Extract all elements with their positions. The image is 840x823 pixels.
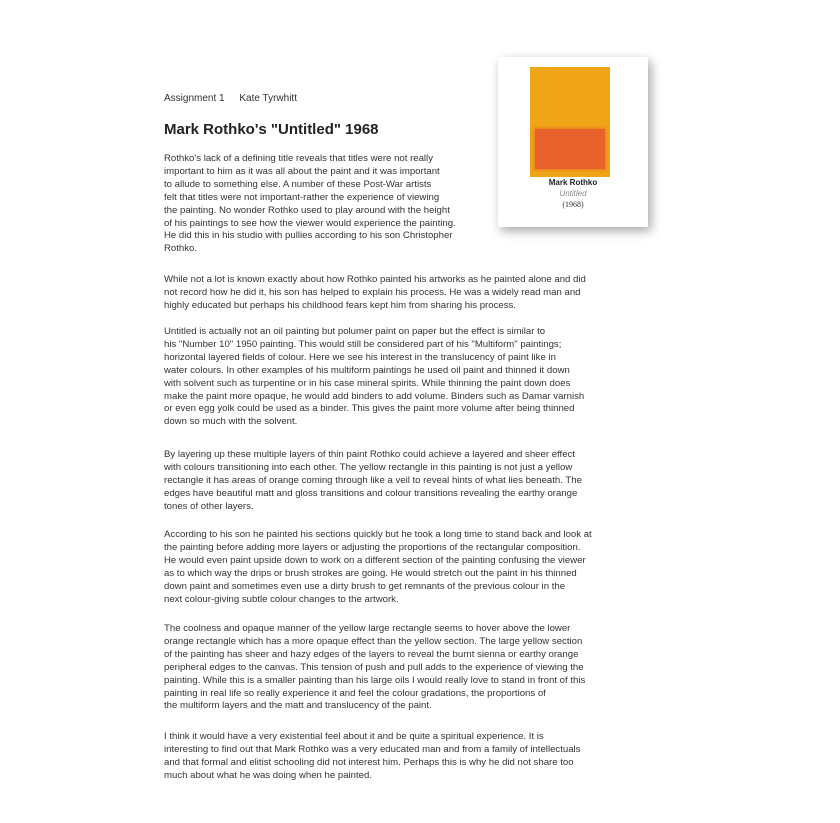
painting-lower-rectangle: [535, 129, 605, 169]
author-name: Kate Tyrwhitt: [239, 93, 297, 104]
figure-caption-year: (1968): [562, 200, 584, 209]
paragraph-5: According to his son he painted his sections quickly but he took a long time to stand back and look at the painting before adding more layers or adjusting the proportions of the rectangular composition. He would even paint upside down to work on a different section of the painting confusing the viewer as to which way the drips or brush strokes are going. He would stretch out the paint in his thinned down paint and sometimes even use a dirty brush to get remnants of the previous colour in the next colour-giving subtle colour changes to the artwork.: [164, 529, 592, 605]
paragraph-3: Untitled is actually not an oil painting but polumer paint on paper but the effect is similar to his "Number 10" 1950 painting. This would still be considered part of his "Multiform" paintings; horizontal layered fields of colour. Here we see his interest in the translucency of paint like in water colours. In other examples of his multiform paintings he used oil paint and thinned it down with solvent such as turpentine or in his case mineral spirits. While thinning the paint down does make the paint more opaque, he would add binders to add volume. Binders such as Damar varnish or even egg yolk could be used as a binder. This gives the paint more volume after being thinned down so much with the solvent.: [164, 326, 585, 428]
artwork-figure: [498, 57, 648, 227]
paragraph-6: The coolness and opaque manner of the yellow large rectangle seems to hover above the lower orange rectangle which has a more opaque effect than the yellow section. The large yellow section of the painting has sheer and hazy edges of the layers to reveal the burnt sienna or earthy orange peripheral edges to the canvas. This tension of push and pull adds to the experience of viewing the painting. While this is a smaller painting than his large oils I would really love to stand in front of this painting in real life so really experience it and feel the colour gradations, the proportions of the multiform layers and the matt and translucency of the paint.: [164, 623, 586, 712]
paragraph-4: By layering up these multiple layers of thin paint Rothko could achieve a layered and sheer effect with colours transitioning into each other. The yellow rectangle in this painting is not just a yellow rectangle it has areas of orange coming through like a veil to reveal hints of what lies beneath. The edges have beautiful matt and gloss transitions and colour transitions revealing the earthy orange tones of other layers.: [164, 449, 582, 512]
paragraph-2: While not a lot is known exactly about how Rothko painted his artworks as he painted alone and did not record how he did it, his son has helped to explain his process. He was a widely read man and highly educated but perhaps his childhood fears kept him from sharing his process.: [164, 274, 586, 311]
paragraph-7: I think it would have a very existential feel about it and be quite a spiritual experience. It is interesting to find out that Mark Rothko was a very educated man and from a family of intellectuals and that formal and elitist schooling did not interest him. Perhaps this is why he did not share too much about what he was doing when he painted.: [164, 731, 581, 781]
document-header: [164, 93, 297, 104]
document-title: Mark Rothko's "Untitled" 1968: [164, 121, 379, 138]
figure-caption-title: Untitled: [559, 189, 587, 198]
rothko-painting-image: [530, 67, 610, 177]
paragraph-1: Rothko's lack of a defining title reveals that titles were not really important to him as it was all about the paint and it was important to allude to something else. A number of these Post-War artists felt that titles were not important-rather the experience of viewing the painting. No wonder Rothko used to play around with the height of his paintings to see how the viewer would experience the painting. He did this in his studio with pullies according to his son Christopher Rothko.: [164, 153, 456, 255]
assignment-label: Assignment 1: [164, 93, 225, 104]
figure-caption-artist: Mark Rothko: [548, 178, 598, 187]
